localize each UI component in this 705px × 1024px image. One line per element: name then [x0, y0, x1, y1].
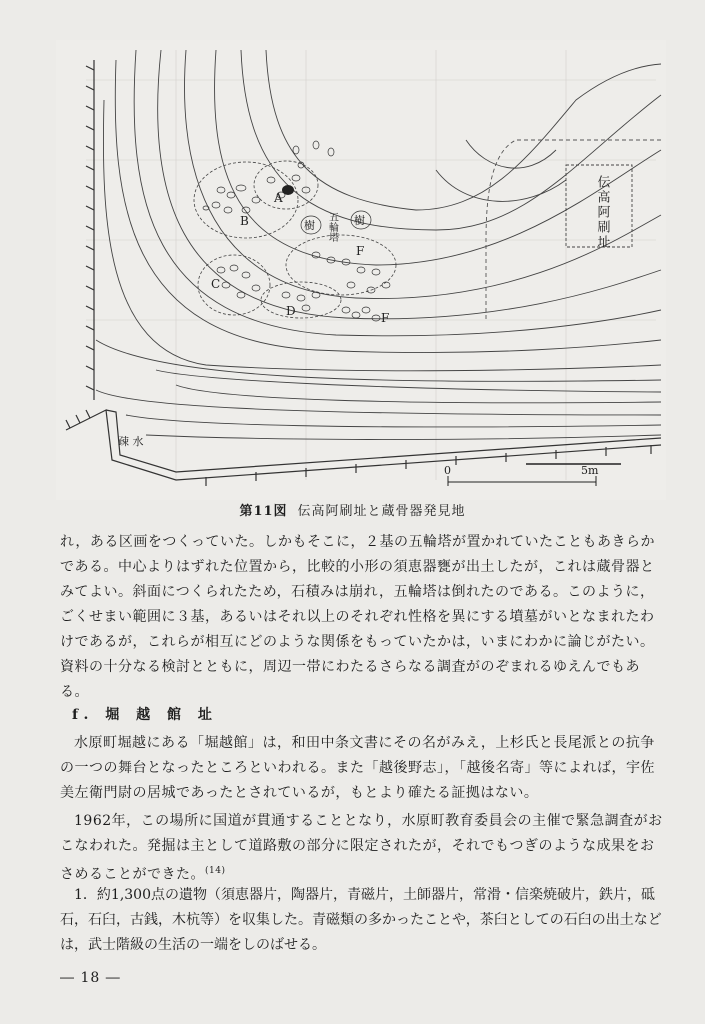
scale-zero: 0: [444, 464, 451, 477]
paragraph-text: 水原町堀越にある「堀越館」は，和田中条文書にその名がみえ，上杉氏と長尾派との抗争の一つの舞台となったところといわれる。また「越後野志」，「越後名寄」等によれば，宇佐美左衛門尉の居城であったとされているが，もとより確たる証拠はない。: [60, 735, 655, 801]
area-label-a: A: [274, 191, 283, 205]
paragraph-text: れ，ある区画をつくっていた。しかもそこに，２基の五輪塔が置かれていたこともあきらかである。中心よりはずれた位置から，比較的小形の須恵器甕が出土したが，これは蔵骨器とみてよい。斜面につくられたため，石積みは崩れ，五輪塔は倒れたのである。このように，ごくせまい範囲に３基，あるいはそれ以上のそれぞれ性格を異にする墳墓がいとなまれたわけであるが，これらが相互にどのような関係をもっていたかは，いまにわかに論じがたい。資料の十分なる検討とともに，周辺一帯にわたるさらなる調査がのぞまれるゆえんでもある。: [60, 534, 656, 700]
site-name-label: 伝高阿刷址: [594, 175, 610, 250]
list-item-1: [60, 883, 666, 958]
figure-caption: [0, 500, 705, 519]
list-item-text: 1．約1,300点の遺物（須恵器片，陶器片，青磁片，土師器片，常滑・信楽焼破片，鉄片，砥石，石臼，古銭，木杭等）を収集した。青磁類の多かったことや，茶臼としての石臼の出土などは，武士階級の生活の一端をしのばせる。: [60, 887, 662, 953]
tree-label-right: 樹: [354, 214, 365, 227]
figure-number: 第11図: [239, 504, 288, 519]
paragraph-horikoshi: [60, 731, 666, 806]
site-map-figure: [56, 40, 666, 500]
area-label-f-lower: F: [381, 311, 390, 325]
ditch-label: 疎 水: [118, 435, 144, 448]
contour-map: [56, 40, 666, 500]
area-label-b: B: [240, 214, 249, 228]
section-heading: f. 堀 越 館 址: [72, 707, 218, 723]
paragraph-text: 1962年，この場所に国道が貫通することとなり，水原町教育委員会の主催で緊急調査がおこなわれた。発掘は主として道路敷の部分に限定されたが，それでもつぎのような成果をおさめることができた。: [60, 813, 663, 883]
tree-label-left: 樹: [304, 219, 315, 232]
figure-title: 伝高阿刷址と蔵骨器発見地: [297, 504, 466, 519]
area-label-d: D: [286, 304, 296, 318]
gorinto-label: 五輪塔: [326, 212, 338, 242]
paragraph-burials: [60, 530, 666, 705]
area-label-f-upper: F: [356, 244, 365, 258]
page-number: ― 18 ―: [60, 970, 121, 986]
footnote-ref: (14): [205, 866, 226, 876]
paragraph-survey: [60, 809, 666, 888]
area-label-c: C: [211, 277, 221, 291]
scale-five-m: 5m: [581, 464, 599, 477]
